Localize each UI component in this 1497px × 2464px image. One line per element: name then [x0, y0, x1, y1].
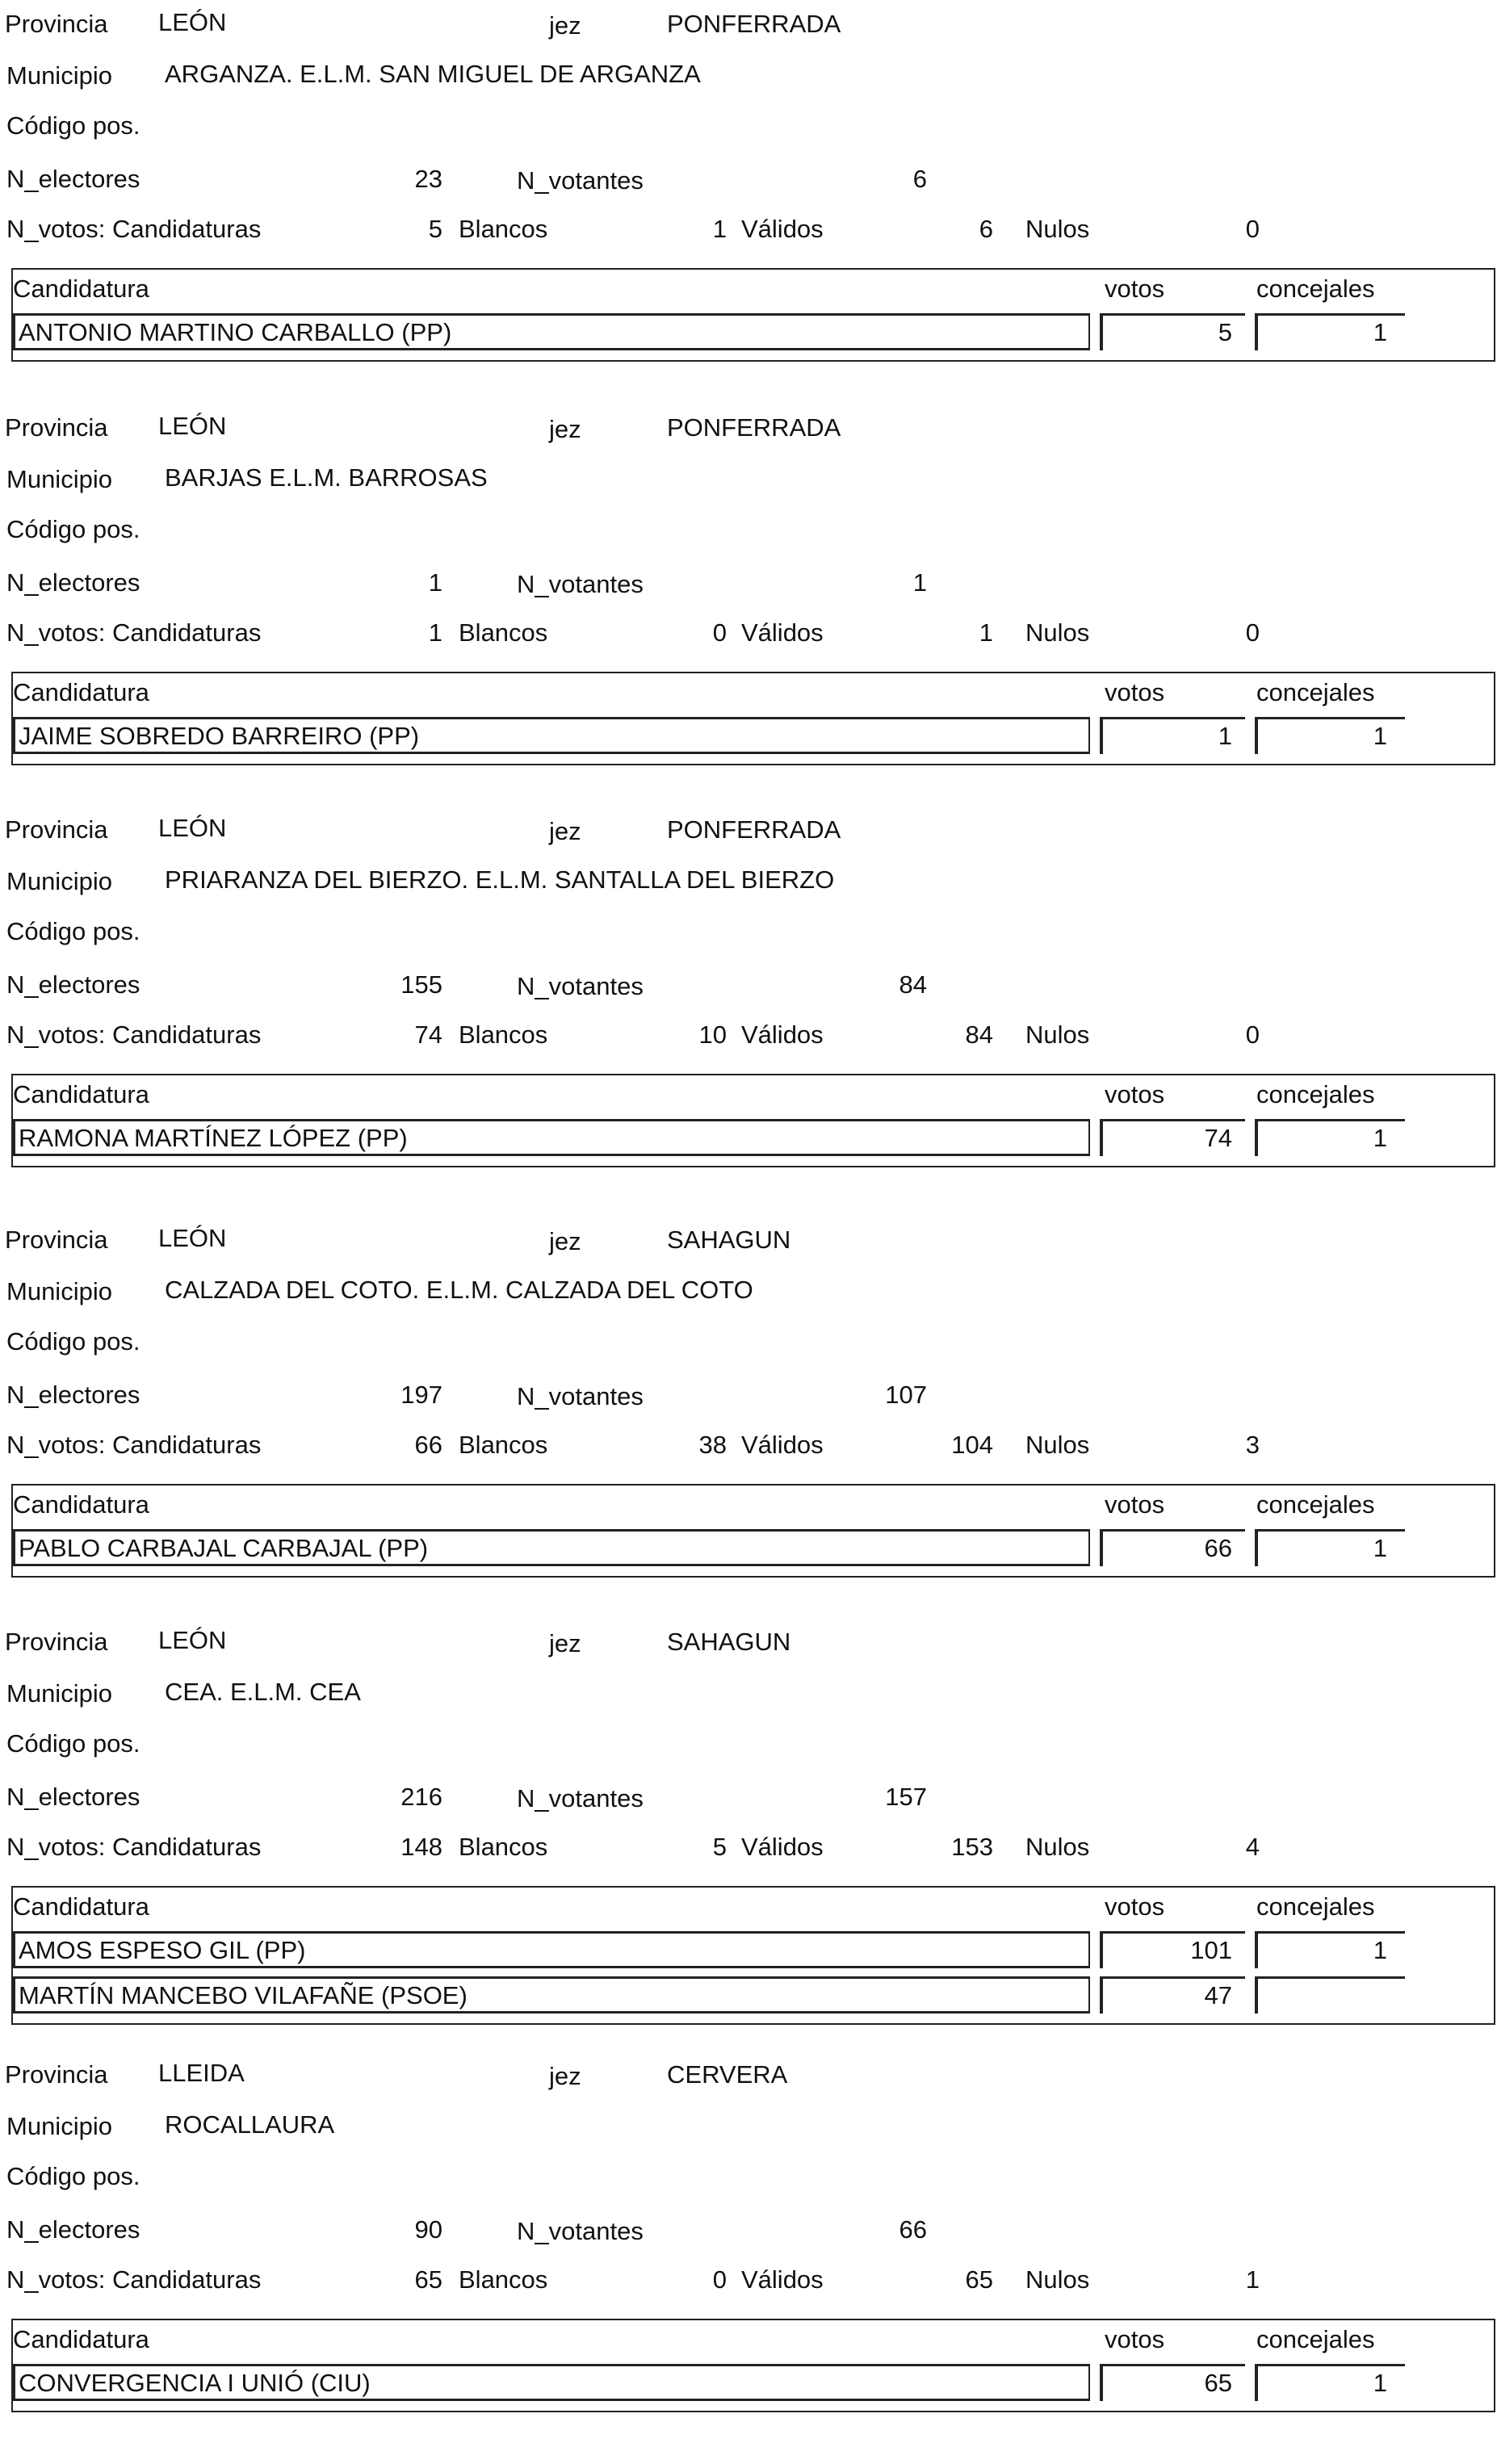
concejales-cell — [1255, 1119, 1405, 1156]
votos-value: 65 — [1204, 2369, 1232, 2397]
concejales-cell — [1255, 717, 1405, 754]
validos-label: Válidos — [741, 2265, 824, 2294]
jez-label: jez — [549, 11, 581, 40]
candidatura-row — [13, 1976, 1090, 2014]
candidatura-header: Candidatura — [13, 274, 149, 303]
n-votantes-value: 1 — [912, 568, 927, 597]
blancos-label: Blancos — [459, 2265, 548, 2294]
election-record — [0, 8, 1497, 413]
concejales-header: concejales — [1256, 2325, 1375, 2353]
concejales-value: 1 — [1373, 722, 1387, 750]
candidatura-header: Candidatura — [13, 1490, 149, 1519]
codigo-postal-label: Código pos. — [6, 1327, 140, 1356]
candidatura-name: JAIME SOBREDO BARREIRO (PP) — [19, 722, 420, 750]
n-electores-label: N_electores — [6, 1381, 140, 1409]
candidatura-header: Candidatura — [13, 1080, 149, 1108]
n-votos-candidaturas-label: N_votos: Candidaturas — [6, 1833, 262, 1861]
votos-cell — [1100, 1529, 1245, 1566]
jez-value: CERVERA — [667, 2060, 788, 2089]
concejales-value: 1 — [1373, 2369, 1387, 2397]
provincia-value: LEÓN — [158, 412, 227, 440]
codigo-postal-label: Código pos. — [6, 111, 140, 140]
votos-header: votos — [1105, 1892, 1165, 1921]
candidatura-row — [13, 2364, 1090, 2401]
concejales-header: concejales — [1256, 1490, 1375, 1519]
candidatura-name: AMOS ESPESO GIL (PP) — [19, 1936, 306, 1964]
n-votantes-value: 107 — [885, 1381, 927, 1409]
votos-cell — [1100, 313, 1245, 350]
n-electores-value: 1 — [428, 568, 442, 597]
blancos-label: Blancos — [459, 215, 548, 243]
votos-header: votos — [1105, 1490, 1165, 1519]
blancos-value: 0 — [712, 618, 727, 647]
provincia-label: Provincia — [5, 413, 108, 442]
votos-header: votos — [1105, 2325, 1165, 2353]
blancos-value: 5 — [712, 1833, 727, 1861]
n-votantes-value: 84 — [899, 970, 927, 999]
municipio-label: Municipio — [6, 1679, 112, 1708]
n-votos-candidaturas-label: N_votos: Candidaturas — [6, 1431, 262, 1459]
blancos-label: Blancos — [459, 1020, 548, 1049]
candidatura-table — [11, 1484, 1495, 1578]
municipio-label: Municipio — [6, 61, 112, 90]
candidatura-row — [13, 1931, 1090, 1968]
concejales-cell — [1255, 2364, 1405, 2401]
n-electores-label: N_electores — [6, 1783, 140, 1811]
votos-value: 5 — [1218, 318, 1232, 346]
n-votos-candidaturas-label: N_votos: Candidaturas — [6, 215, 262, 243]
municipio-label: Municipio — [6, 867, 112, 895]
validos-value: 6 — [979, 215, 993, 243]
municipio-value: CALZADA DEL COTO. E.L.M. CALZADA DEL COTO — [165, 1276, 753, 1304]
provincia-label: Provincia — [5, 1226, 108, 1254]
concejales-header: concejales — [1256, 1892, 1375, 1921]
votos-value: 47 — [1204, 1981, 1232, 2009]
provincia-value: LLEIDA — [158, 2059, 245, 2087]
candidaturas-value: 148 — [400, 1833, 442, 1861]
votos-value: 1 — [1218, 722, 1232, 750]
jez-label: jez — [549, 415, 581, 443]
municipio-value: CEA. E.L.M. CEA — [165, 1678, 361, 1706]
provincia-label: Provincia — [5, 10, 108, 38]
candidatura-table — [11, 268, 1495, 362]
election-record — [0, 1626, 1497, 2031]
candidatura-table — [11, 1074, 1495, 1167]
provincia-value: LEÓN — [158, 1224, 227, 1252]
nulos-value: 0 — [1245, 618, 1260, 647]
n-electores-value: 216 — [400, 1783, 442, 1811]
concejales-value: 1 — [1373, 1124, 1387, 1152]
candidatura-name: ANTONIO MARTINO CARBALLO (PP) — [19, 318, 452, 346]
jez-value: SAHAGUN — [667, 1628, 791, 1656]
votos-cell — [1100, 1976, 1245, 2014]
nulos-value: 3 — [1245, 1431, 1260, 1459]
validos-value: 104 — [951, 1431, 993, 1459]
nulos-label: Nulos — [1025, 1431, 1090, 1459]
candidatura-row — [13, 313, 1090, 350]
jez-label: jez — [549, 1629, 581, 1657]
nulos-label: Nulos — [1025, 215, 1090, 243]
nulos-label: Nulos — [1025, 2265, 1090, 2294]
votos-cell — [1100, 1119, 1245, 1156]
codigo-postal-label: Código pos. — [6, 515, 140, 543]
candidatura-header: Candidatura — [13, 2325, 149, 2353]
concejales-value: 1 — [1373, 318, 1387, 346]
n-electores-value: 155 — [400, 970, 442, 999]
concejales-header: concejales — [1256, 678, 1375, 706]
validos-value: 153 — [951, 1833, 993, 1861]
votos-value: 66 — [1204, 1534, 1232, 1562]
blancos-value: 38 — [698, 1431, 727, 1459]
municipio-value: ARGANZA. E.L.M. SAN MIGUEL DE ARGANZA — [165, 60, 701, 88]
n-votos-candidaturas-label: N_votos: Candidaturas — [6, 1020, 262, 1049]
codigo-postal-label: Código pos. — [6, 2162, 140, 2190]
candidatura-row — [13, 1119, 1090, 1156]
jez-value: PONFERRADA — [667, 413, 841, 442]
votos-cell — [1100, 717, 1245, 754]
concejales-cell — [1255, 1529, 1405, 1566]
validos-value: 65 — [965, 2265, 993, 2294]
n-votos-candidaturas-label: N_votos: Candidaturas — [6, 618, 262, 647]
votos-cell — [1100, 1931, 1245, 1968]
candidatura-table — [11, 1886, 1495, 2025]
nulos-value: 4 — [1245, 1833, 1260, 1861]
election-record — [0, 1224, 1497, 1629]
n-votantes-label: N_votantes — [517, 2217, 644, 2245]
concejales-header: concejales — [1256, 1080, 1375, 1108]
blancos-value: 0 — [712, 2265, 727, 2294]
concejales-header: concejales — [1256, 274, 1375, 303]
candidaturas-value: 74 — [414, 1020, 442, 1049]
candidaturas-value: 1 — [428, 618, 442, 647]
candidatura-name: PABLO CARBAJAL CARBAJAL (PP) — [19, 1534, 429, 1562]
candidatura-header: Candidatura — [13, 678, 149, 706]
n-votantes-value: 66 — [899, 2215, 927, 2244]
provincia-value: LEÓN — [158, 814, 227, 842]
candidatura-name: MARTÍN MANCEBO VILAFAÑE (PSOE) — [19, 1981, 468, 2009]
jez-label: jez — [549, 2062, 581, 2090]
n-votos-candidaturas-label: N_votos: Candidaturas — [6, 2265, 262, 2294]
n-electores-label: N_electores — [6, 165, 140, 193]
blancos-label: Blancos — [459, 1833, 548, 1861]
municipio-label: Municipio — [6, 465, 112, 493]
nulos-label: Nulos — [1025, 1833, 1090, 1861]
nulos-label: Nulos — [1025, 618, 1090, 647]
municipio-label: Municipio — [6, 1277, 112, 1305]
election-record — [0, 412, 1497, 817]
candidatura-name: RAMONA MARTÍNEZ LÓPEZ (PP) — [19, 1124, 408, 1152]
validos-value: 84 — [965, 1020, 993, 1049]
n-votantes-label: N_votantes — [517, 570, 644, 598]
n-electores-label: N_electores — [6, 2215, 140, 2244]
provincia-label: Provincia — [5, 815, 108, 844]
n-electores-value: 90 — [414, 2215, 442, 2244]
candidatura-table — [11, 672, 1495, 765]
concejales-cell — [1255, 1931, 1405, 1968]
candidaturas-value: 66 — [414, 1431, 442, 1459]
jez-label: jez — [549, 817, 581, 845]
candidatura-row — [13, 1529, 1090, 1566]
jez-value: PONFERRADA — [667, 815, 841, 844]
blancos-label: Blancos — [459, 1431, 548, 1459]
provincia-label: Provincia — [5, 1628, 108, 1656]
concejales-value: 1 — [1373, 1534, 1387, 1562]
blancos-value: 10 — [698, 1020, 727, 1049]
nulos-value: 0 — [1245, 215, 1260, 243]
blancos-value: 1 — [712, 215, 727, 243]
validos-label: Válidos — [741, 618, 824, 647]
nulos-label: Nulos — [1025, 1020, 1090, 1049]
municipio-value: PRIARANZA DEL BIERZO. E.L.M. SANTALLA DEL BIERZO — [165, 865, 835, 894]
n-votantes-value: 157 — [885, 1783, 927, 1811]
jez-label: jez — [549, 1227, 581, 1255]
nulos-value: 0 — [1245, 1020, 1260, 1049]
concejales-cell — [1255, 1976, 1405, 2014]
jez-value: PONFERRADA — [667, 10, 841, 38]
n-electores-label: N_electores — [6, 970, 140, 999]
n-electores-value: 197 — [400, 1381, 442, 1409]
municipio-value: ROCALLAURA — [165, 2110, 335, 2139]
votos-header: votos — [1105, 1080, 1165, 1108]
candidatura-row — [13, 717, 1090, 754]
candidaturas-value: 65 — [414, 2265, 442, 2294]
validos-label: Válidos — [741, 215, 824, 243]
codigo-postal-label: Código pos. — [6, 1729, 140, 1758]
validos-label: Válidos — [741, 1020, 824, 1049]
election-record — [0, 2059, 1497, 2464]
blancos-label: Blancos — [459, 618, 548, 647]
candidatura-header: Candidatura — [13, 1892, 149, 1921]
codigo-postal-label: Código pos. — [6, 917, 140, 945]
n-votantes-label: N_votantes — [517, 166, 644, 195]
candidatura-table — [11, 2319, 1495, 2412]
votos-value: 101 — [1190, 1936, 1232, 1964]
candidaturas-value: 5 — [428, 215, 442, 243]
validos-label: Válidos — [741, 1431, 824, 1459]
concejales-cell — [1255, 313, 1405, 350]
n-votantes-label: N_votantes — [517, 1382, 644, 1410]
provincia-value: LEÓN — [158, 8, 227, 36]
election-record — [0, 814, 1497, 1219]
n-electores-label: N_electores — [6, 568, 140, 597]
validos-value: 1 — [979, 618, 993, 647]
n-votantes-value: 6 — [912, 165, 927, 193]
concejales-value: 1 — [1373, 1936, 1387, 1964]
validos-label: Válidos — [741, 1833, 824, 1861]
votos-header: votos — [1105, 274, 1165, 303]
n-votantes-label: N_votantes — [517, 1784, 644, 1812]
provincia-label: Provincia — [5, 2060, 108, 2089]
votos-cell — [1100, 2364, 1245, 2401]
candidatura-name: CONVERGENCIA I UNIÓ (CIU) — [19, 2369, 371, 2397]
provincia-value: LEÓN — [158, 1626, 227, 1654]
n-votantes-label: N_votantes — [517, 972, 644, 1000]
municipio-label: Municipio — [6, 2112, 112, 2140]
jez-value: SAHAGUN — [667, 1226, 791, 1254]
nulos-value: 1 — [1245, 2265, 1260, 2294]
n-electores-value: 23 — [414, 165, 442, 193]
municipio-value: BARJAS E.L.M. BARROSAS — [165, 463, 488, 492]
votos-value: 74 — [1204, 1124, 1232, 1152]
votos-header: votos — [1105, 678, 1165, 706]
